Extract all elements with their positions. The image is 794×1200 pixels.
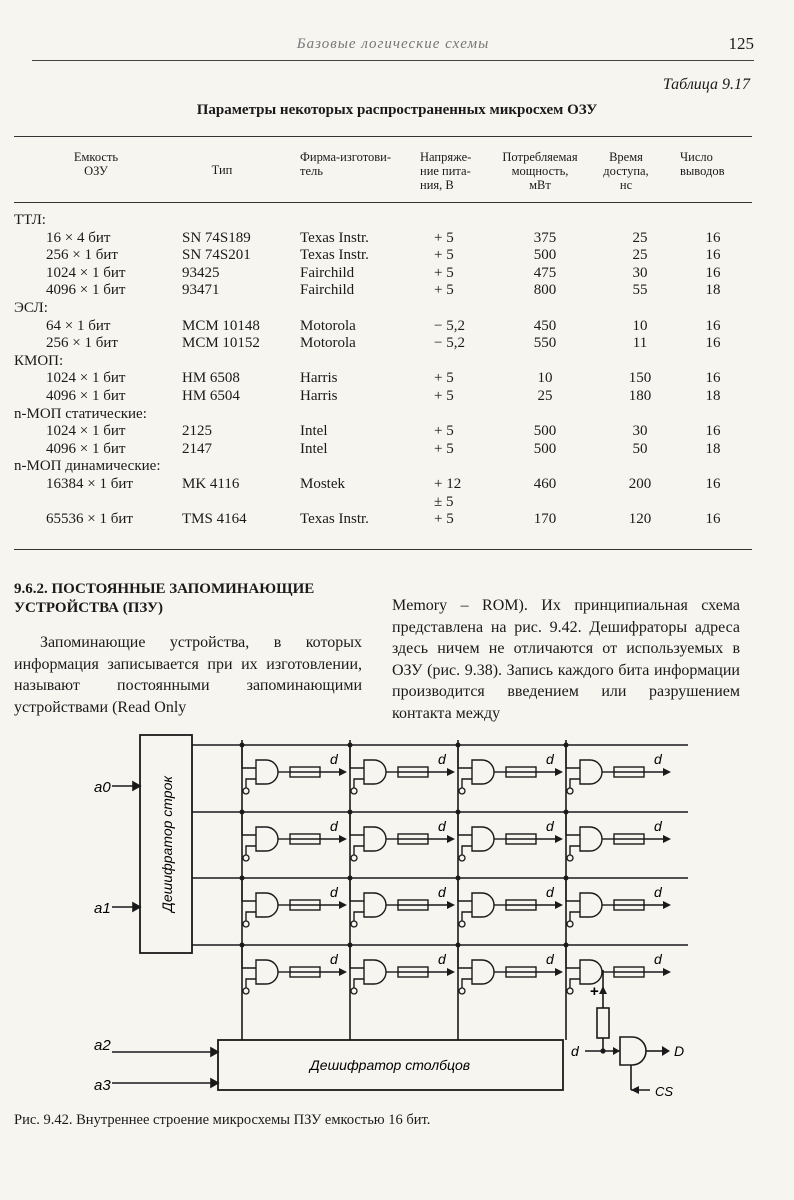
cell-output-label: d bbox=[654, 818, 662, 834]
cell-select-point bbox=[567, 788, 573, 794]
cell-and-gate bbox=[364, 893, 386, 917]
cell-capacity: 256 × 1 бит bbox=[46, 335, 118, 352]
cell-and-gate bbox=[472, 827, 494, 851]
memory-cell bbox=[348, 943, 456, 995]
cell-input-wire bbox=[242, 878, 256, 901]
input-a0-label: a0 bbox=[94, 779, 111, 796]
cell-maker: Harris bbox=[300, 370, 338, 387]
memory-cell bbox=[348, 876, 456, 928]
table-bottom-rule bbox=[14, 549, 752, 550]
cell-power: 25 bbox=[537, 387, 553, 404]
cell-output-arrow bbox=[339, 968, 347, 976]
input-a2-label: a2 bbox=[94, 1037, 111, 1054]
page-number: 125 bbox=[728, 34, 754, 53]
cell-capacity: 65536 × 1 бит bbox=[46, 510, 133, 527]
table-row bbox=[14, 370, 754, 388]
group-row bbox=[14, 212, 754, 230]
group-row bbox=[14, 300, 754, 318]
cell-output-arrow bbox=[555, 768, 563, 776]
cell-maker: Texas Instr. bbox=[300, 510, 369, 527]
cell-voltage: − 5,2 bbox=[434, 317, 465, 334]
cell-capacity: 1024 × 1 бит bbox=[46, 370, 126, 387]
cell-input-wire bbox=[458, 812, 472, 835]
cell-access: 150 bbox=[628, 370, 652, 387]
table-row bbox=[14, 441, 754, 459]
cell-access: 120 bbox=[628, 510, 652, 527]
pullup-arrow bbox=[599, 986, 607, 994]
input-a0-arrow bbox=[133, 782, 140, 790]
cell-input-wire bbox=[350, 812, 364, 835]
header-pins: Число выводов bbox=[680, 150, 725, 178]
group-row bbox=[14, 406, 754, 424]
input-a1-label: a1 bbox=[94, 900, 111, 917]
cell-maker: Fairchild bbox=[300, 264, 355, 281]
cell-output-label: d bbox=[438, 751, 446, 767]
cell-and-gate bbox=[580, 960, 602, 984]
cell-maker: Mostek bbox=[300, 475, 345, 492]
cell-and-gate bbox=[364, 827, 386, 851]
cell-select-point bbox=[243, 855, 249, 861]
memory-cell bbox=[564, 943, 672, 995]
cell-output-label: d bbox=[654, 751, 662, 767]
cell-and-gate bbox=[364, 760, 386, 784]
table-row bbox=[14, 247, 754, 265]
cell-access: 50 bbox=[632, 440, 648, 457]
cell-maker: Fairchild bbox=[300, 282, 355, 299]
cell-output-arrow bbox=[663, 901, 671, 909]
cell-output-arrow bbox=[339, 901, 347, 909]
cell-pins: 16 bbox=[705, 229, 721, 246]
cell-input-wire bbox=[458, 745, 472, 768]
cell-input-wire bbox=[350, 745, 364, 768]
cell-output-label: d bbox=[546, 751, 554, 767]
cell-select-point bbox=[567, 921, 573, 927]
cs-arrow bbox=[631, 1086, 639, 1094]
header-power: Потребляемая мощность, мВт bbox=[502, 150, 578, 192]
row-decoder-label: Дешифратор строк bbox=[159, 776, 175, 912]
running-head bbox=[32, 30, 754, 61]
pullup-resistor bbox=[597, 1008, 609, 1038]
cell-select-point bbox=[459, 788, 465, 794]
group-label: ТТЛ: bbox=[14, 212, 46, 228]
cell-power: 10 bbox=[537, 370, 553, 387]
cell-output-label: d bbox=[438, 951, 446, 967]
memory-cell bbox=[456, 743, 564, 795]
cell-input-wire bbox=[566, 812, 580, 835]
memory-cell bbox=[456, 876, 564, 928]
cell-access: 11 bbox=[632, 335, 648, 352]
cell-output-label: d bbox=[330, 951, 338, 967]
input-a1-arrow bbox=[133, 903, 140, 911]
cell-output-label: d bbox=[438, 884, 446, 900]
cell-capacity: 16384 × 1 бит bbox=[46, 475, 133, 492]
memory-cell bbox=[240, 876, 348, 928]
group-label: n-МОП динамические: bbox=[14, 458, 161, 475]
cell-input-wire bbox=[458, 945, 472, 968]
cell-capacity: 64 × 1 бит bbox=[46, 317, 111, 334]
cell-and-gate bbox=[580, 760, 602, 784]
cell-voltage: + 5 bbox=[434, 387, 454, 404]
cell-input-wire bbox=[566, 745, 580, 768]
memory-cell bbox=[240, 943, 348, 995]
cell-output-arrow bbox=[663, 968, 671, 976]
table-row bbox=[14, 318, 754, 336]
cell-voltage: + 5 bbox=[434, 423, 454, 440]
cell-pins: 16 bbox=[705, 247, 721, 264]
cell-power: 500 bbox=[533, 423, 557, 440]
cell-select-point bbox=[459, 855, 465, 861]
cell-output-arrow bbox=[447, 968, 455, 976]
memory-cell bbox=[456, 943, 564, 995]
cell-capacity: 1024 × 1 бит bbox=[46, 264, 126, 281]
text-column-right bbox=[392, 595, 740, 724]
cell-pins: 16 bbox=[705, 370, 721, 387]
table-row bbox=[14, 423, 754, 441]
output-gate bbox=[620, 1037, 646, 1065]
cell-capacity: 4096 × 1 бит bbox=[46, 440, 126, 457]
table-header-rule bbox=[14, 202, 752, 203]
input-a3-arrow bbox=[211, 1079, 218, 1087]
pullup-plus-label: + bbox=[590, 983, 599, 1000]
table-label: Таблица 9.17 bbox=[662, 76, 750, 93]
memory-cell bbox=[348, 743, 456, 795]
cell-access: 25 bbox=[632, 229, 648, 246]
cell-select-point bbox=[351, 855, 357, 861]
cell-type: MCM 10152 bbox=[182, 335, 260, 352]
cell-pins: 16 bbox=[705, 264, 721, 281]
cell-output-arrow bbox=[447, 901, 455, 909]
cell-type: 93471 bbox=[182, 282, 220, 299]
cell-pins: 18 bbox=[705, 440, 721, 457]
cell-input-wire bbox=[566, 878, 580, 901]
cell-pins: 16 bbox=[705, 423, 721, 440]
cell-maker: Motorola bbox=[300, 335, 356, 352]
table-row bbox=[14, 476, 754, 511]
rom-circuit-diagram bbox=[80, 730, 720, 1110]
cell-voltage: + 5 bbox=[434, 229, 454, 246]
cell-pins: 16 bbox=[705, 475, 721, 492]
cell-output-arrow bbox=[663, 835, 671, 843]
cell-output-label: d bbox=[654, 951, 662, 967]
cell-voltage-secondary: ± 5 bbox=[434, 493, 454, 510]
cell-maker: Intel bbox=[300, 440, 328, 457]
cell-access: 30 bbox=[632, 423, 648, 440]
header-maker: Фирма-изготови- тель bbox=[300, 150, 391, 178]
header-voltage: Напряже- ние пита- ния, В bbox=[420, 150, 472, 192]
cell-and-gate bbox=[580, 893, 602, 917]
cell-voltage: + 12 bbox=[434, 475, 462, 492]
cell-capacity: 4096 × 1 бит bbox=[46, 282, 126, 299]
sense-junction bbox=[600, 1048, 605, 1053]
cell-and-gate bbox=[256, 760, 278, 784]
cell-power: 800 bbox=[533, 282, 557, 299]
cell-maker: Harris bbox=[300, 387, 338, 404]
header-capacity: Емкость ОЗУ bbox=[73, 150, 119, 178]
cell-pins: 16 bbox=[705, 335, 721, 352]
cell-and-gate bbox=[472, 893, 494, 917]
table-row bbox=[14, 335, 754, 353]
table-row bbox=[14, 265, 754, 283]
cell-maker: Motorola bbox=[300, 317, 356, 334]
cell-select-point bbox=[567, 988, 573, 994]
cell-type: SN 74S201 bbox=[182, 247, 251, 264]
cell-and-gate bbox=[472, 960, 494, 984]
cell-and-gate bbox=[472, 760, 494, 784]
cell-pins: 16 bbox=[705, 510, 721, 527]
cell-capacity: 4096 × 1 бит bbox=[46, 387, 126, 404]
cell-and-gate bbox=[256, 827, 278, 851]
cell-maker: Intel bbox=[300, 423, 328, 440]
cell-power: 450 bbox=[533, 317, 557, 334]
header-type: Тип bbox=[211, 163, 233, 177]
cell-access: 10 bbox=[632, 317, 648, 334]
cell-and-gate bbox=[256, 893, 278, 917]
memory-cell bbox=[564, 810, 672, 862]
cell-voltage: + 5 bbox=[434, 264, 454, 281]
cell-output-label: d bbox=[330, 818, 338, 834]
memory-cell bbox=[348, 810, 456, 862]
cell-power: 460 bbox=[533, 475, 557, 492]
cell-input-wire bbox=[350, 878, 364, 901]
cell-access: 25 bbox=[632, 247, 648, 264]
cell-maker: Texas Instr. bbox=[300, 247, 369, 264]
cell-output-arrow bbox=[447, 835, 455, 843]
cell-input-wire bbox=[458, 878, 472, 901]
body-paragraph-continued: Memory – ROM). Их принципиальная схема представлена на рис. 9.42. Дешифраторы адреса здесь ничем не отличаются от используемых в ОЗУ (рис. 9.38). Запись каждого бита информации производится введением или разрушением контакта между bbox=[392, 597, 740, 722]
cell-power: 375 bbox=[533, 229, 557, 246]
group-label: n-МОП статические: bbox=[14, 405, 147, 422]
body-paragraph: Запоминающие устройства, в которых информация записывается при их изготовлении, называют постоянными запоминающими устройствами (Read Only bbox=[14, 634, 362, 716]
cell-output-arrow bbox=[555, 901, 563, 909]
cell-select-point bbox=[351, 921, 357, 927]
output-label: D bbox=[674, 1043, 685, 1059]
cell-output-label: d bbox=[654, 884, 662, 900]
cell-output-arrow bbox=[339, 835, 347, 843]
running-title: Базовые логические схемы bbox=[296, 36, 490, 52]
cell-select-point bbox=[567, 855, 573, 861]
input-a2-arrow bbox=[211, 1048, 218, 1056]
cell-input-wire bbox=[350, 945, 364, 968]
table-row bbox=[14, 282, 754, 300]
memory-cell bbox=[240, 743, 348, 795]
cell-type: HM 6508 bbox=[182, 370, 240, 387]
cell-output-arrow bbox=[555, 968, 563, 976]
cell-output-label: d bbox=[330, 884, 338, 900]
input-a3-label: a3 bbox=[94, 1077, 111, 1094]
cell-voltage: + 5 bbox=[434, 370, 454, 387]
cell-type: MCM 10148 bbox=[182, 317, 260, 334]
figure-caption: Рис. 9.42. Внутреннее строение микросхемы ПЗУ емкостью 16 бит. bbox=[14, 1112, 431, 1128]
cell-power: 550 bbox=[533, 335, 557, 352]
cell-input-wire bbox=[242, 745, 256, 768]
text-column-left bbox=[14, 580, 362, 718]
cell-output-label: d bbox=[546, 818, 554, 834]
cell-type: HM 6504 bbox=[182, 387, 240, 404]
cell-output-arrow bbox=[447, 768, 455, 776]
cell-select-point bbox=[459, 988, 465, 994]
sense-arrow bbox=[613, 1047, 620, 1055]
cell-type: 93425 bbox=[182, 264, 220, 281]
table-row bbox=[14, 388, 754, 406]
cell-type: MK 4116 bbox=[182, 475, 240, 492]
cell-power: 475 bbox=[533, 264, 557, 281]
cell-capacity: 1024 × 1 бит bbox=[46, 423, 126, 440]
cell-and-gate bbox=[580, 827, 602, 851]
group-row bbox=[14, 353, 754, 371]
cell-access: 30 bbox=[632, 264, 648, 281]
cell-voltage: + 5 bbox=[434, 510, 454, 527]
table-row bbox=[14, 511, 754, 529]
cell-select-point bbox=[243, 988, 249, 994]
cell-and-gate bbox=[364, 960, 386, 984]
cell-access: 180 bbox=[628, 387, 652, 404]
cell-output-label: d bbox=[330, 751, 338, 767]
header-access: Время доступа, нс bbox=[603, 150, 649, 192]
cell-voltage: + 5 bbox=[434, 440, 454, 457]
sense-input-label: d bbox=[571, 1043, 579, 1059]
cell-voltage: − 5,2 bbox=[434, 335, 465, 352]
cell-maker: Texas Instr. bbox=[300, 229, 369, 246]
chip-select-label: CS bbox=[655, 1084, 674, 1099]
cell-select-point bbox=[351, 788, 357, 794]
cell-access: 55 bbox=[632, 282, 648, 299]
cell-select-point bbox=[243, 788, 249, 794]
cell-select-point bbox=[351, 988, 357, 994]
cell-output-label: d bbox=[546, 884, 554, 900]
cell-input-wire bbox=[242, 945, 256, 968]
memory-cell bbox=[456, 810, 564, 862]
cell-output-label: d bbox=[438, 818, 446, 834]
cell-capacity: 256 × 1 бит bbox=[46, 247, 118, 264]
table-body bbox=[14, 212, 754, 529]
cell-voltage: + 5 bbox=[434, 247, 454, 264]
cell-type: SN 74S189 bbox=[182, 229, 251, 246]
cell-pins: 18 bbox=[705, 282, 721, 299]
cell-and-gate bbox=[256, 960, 278, 984]
group-label: ЭСЛ: bbox=[14, 299, 48, 316]
table-top-rule bbox=[14, 136, 752, 137]
cell-output-arrow bbox=[339, 768, 347, 776]
section-heading: 9.6.2. ПОСТОЯННЫЕ ЗАПОМИНАЮЩИЕ УСТРОЙСТВА (ПЗУ) bbox=[14, 581, 315, 616]
memory-cells bbox=[240, 743, 672, 995]
column-decoder-label: Дешифратор столбцов bbox=[309, 1057, 471, 1073]
cell-select-point bbox=[459, 921, 465, 927]
table-title: Параметры некоторых распространенных микросхем ОЗУ bbox=[196, 102, 598, 118]
cell-capacity: 16 × 4 бит bbox=[46, 229, 111, 246]
group-label: КМОП: bbox=[14, 352, 64, 369]
cell-input-wire bbox=[242, 812, 256, 835]
output-arrow bbox=[662, 1046, 670, 1056]
cell-output-label: d bbox=[546, 951, 554, 967]
cell-voltage: + 5 bbox=[434, 282, 454, 299]
cell-pins: 18 bbox=[705, 387, 721, 404]
cell-input-wire bbox=[566, 945, 580, 968]
cell-output-arrow bbox=[663, 768, 671, 776]
cell-output-arrow bbox=[555, 835, 563, 843]
memory-cell bbox=[564, 876, 672, 928]
memory-cell bbox=[564, 743, 672, 795]
table-row bbox=[14, 230, 754, 248]
cell-power: 170 bbox=[533, 510, 557, 527]
cell-power: 500 bbox=[533, 247, 557, 264]
cell-type: 2125 bbox=[182, 423, 212, 440]
cell-pins: 16 bbox=[705, 317, 721, 334]
cell-type: TMS 4164 bbox=[182, 510, 247, 527]
cell-power: 500 bbox=[533, 440, 557, 457]
cell-access: 200 bbox=[628, 475, 652, 492]
memory-cell bbox=[240, 810, 348, 862]
cell-type: 2147 bbox=[182, 440, 212, 457]
group-row bbox=[14, 458, 754, 476]
cell-select-point bbox=[243, 921, 249, 927]
